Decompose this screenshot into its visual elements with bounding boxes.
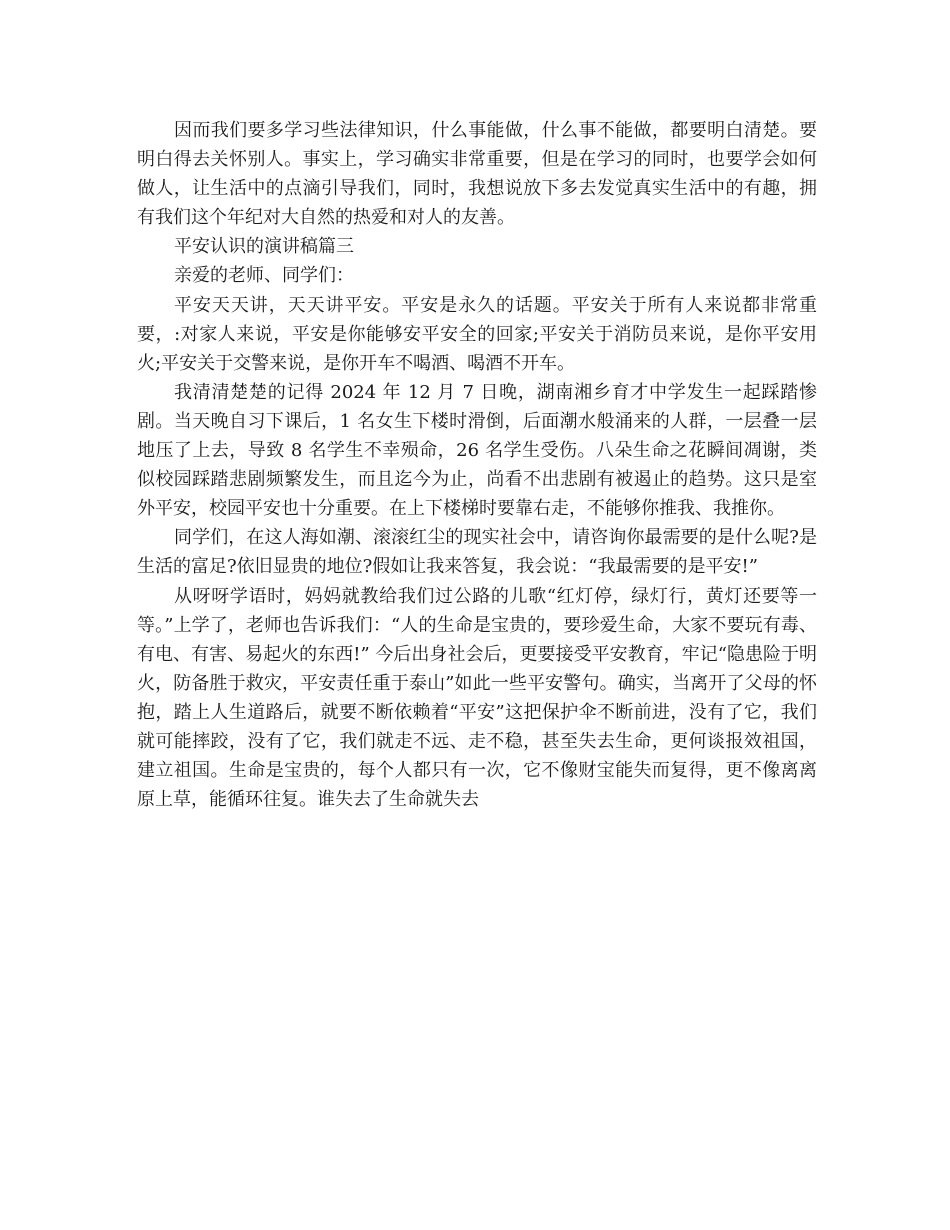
paragraph-safety-intro: 平安天天讲，天天讲平安。平安是永久的话题。平安关于所有人来说都非常重要，:对家人来说，平安是你能够安平安全的回家;平安关于消防员来说，是你平安用火;平安关于交警来说，是你开车不喝酒、喝酒不开车。 (137, 294, 817, 374)
paragraph-safety-education: 从呀呀学语时，妈妈就教给我们过公路的儿歌“红灯停，绿灯行，黄灯还要等一等。”上学了，老师也告诉我们：“人的生命是宝贵的，要珍爱生命，大家不要玩有毒、有电、有害、易起火的东西!” 今后出身社会后，更要接受平安教育，牢记“隐患险于明火，防备胜于救灾，平安责任重于泰山”如此一些平安警句。确实，当离开了父母的怀抱，踏上人生道路后，就要不断依赖着“平安”这把保护伞不断前进，没有了它，我们就可能摔跤，没有了它，我们就走不远、走不稳，甚至失去生命，更何谈报效祖国，建立祖国。生命是宝贵的，每个人都只有一次，它不像财宝能失而复得，更不像离离原上草，能循环往复。谁失去了生命就失去 (137, 585, 817, 811)
document-body (137, 116, 817, 814)
paragraph-stampede-incident: 我清清楚楚的记得 2024 年 12 月 7 日晚，湖南湘乡育才中学发生一起踩踏惨剧。当天晚自习下课后，1 名女生下楼时滑倒，后面潮水般涌来的人群，一层叠一层地压了上去，导致 8 名学生不幸殒命，26 名学生受伤。八朵生命之花瞬间凋谢，类似校园踩踏悲剧频繁发生，而且迄今为止，尚看不出悲剧有被遏止的趋势。这只是室外平安，校园平安也十分重要。在上下楼梯时要靠右走，不能够你推我、我推你。 (137, 381, 817, 520)
salutation: 亲爱的老师、同学们： (174, 265, 354, 287)
section-heading: 平安认识的演讲稿篇三 (174, 236, 354, 258)
paragraph-law-knowledge: 因而我们要多学习些法律知识，什么事能做，什么事不能做，都要明白清楚。要明白得去关怀别人。事实上，学习确实非常重要，但是在学习的同时，也要学会如何做人，让生活中的点滴引导我们，同时，我想说放下多去发觉真实生活中的有趣，拥有我们这个年纪对大自然的热爱和对人的友善。 (137, 120, 817, 229)
paragraph-what-we-need: 同学们，在这人海如潮、滚滚红尘的现实社会中，请咨询你最需要的是什么呢?是生活的富足?依旧显贵的地位?假如让我来答复，我会说：“我最需要的是平安!” (137, 527, 817, 578)
